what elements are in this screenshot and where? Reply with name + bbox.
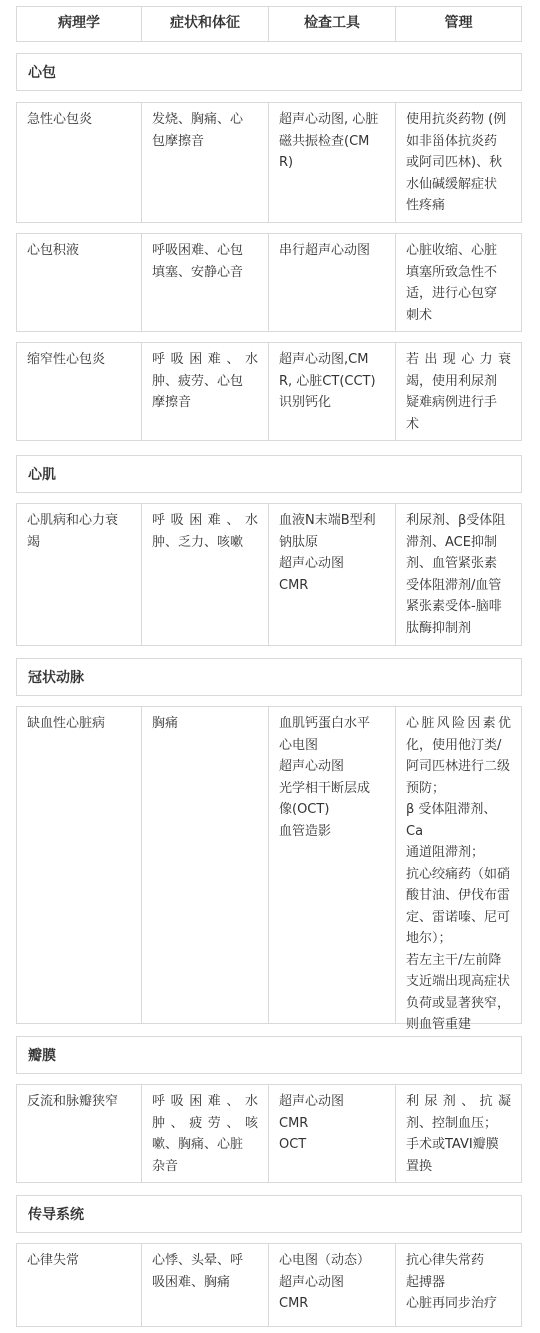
text-line: β 受体阻滞剂、Ca xyxy=(406,802,497,839)
text-line: 性疼痛 xyxy=(406,198,446,213)
text-line: R) xyxy=(279,155,294,170)
text-line: 滞剂、ACE抑制 xyxy=(406,534,497,550)
cell-pathology xyxy=(16,1084,142,1183)
cell-symptoms xyxy=(141,342,269,441)
text-line: 反流和脉瓣狭窄 xyxy=(27,1094,119,1109)
cell-pathology xyxy=(16,503,142,646)
text-line: 心电图 xyxy=(279,737,319,753)
header-management: 管理 xyxy=(395,6,522,42)
text-line: 血液N末端B型利 xyxy=(279,513,376,528)
cell-tools xyxy=(268,503,396,646)
text-line: 血管造影 xyxy=(279,823,332,839)
text-line: 利尿剂、β受体阻 xyxy=(406,513,506,528)
text-line: 呼吸困难、水 xyxy=(152,1094,258,1109)
text-line: 血肌钙蛋白水平 xyxy=(279,716,371,731)
text-line: 缺血性心脏病 xyxy=(27,716,106,731)
text-line: 抗心律失常药 xyxy=(406,1253,485,1268)
text-line: 串行超声心动图 xyxy=(279,243,371,258)
table-header xyxy=(16,6,522,42)
text-line: 超声心动图,CM xyxy=(279,352,369,367)
text-line: CMR xyxy=(279,577,309,593)
text-line: 心脏收缩、心脏 xyxy=(406,243,498,258)
text-line: 呼吸困难、水 xyxy=(152,513,258,528)
cell-tools xyxy=(268,342,396,441)
cell-management xyxy=(395,233,522,332)
text-line: 适，进行心包穿 xyxy=(406,286,498,301)
cell-symptoms xyxy=(141,233,269,332)
text-line: 通道阻滞剂； xyxy=(406,845,485,860)
text-line: 抗心绞痛药（如硝 xyxy=(406,866,511,882)
text-line: 呼吸困难、心包 xyxy=(152,243,244,258)
cell-tools xyxy=(268,706,396,1024)
table-row xyxy=(16,233,522,332)
cell-symptoms xyxy=(141,1243,269,1327)
text-line: 剂、控制血压； xyxy=(406,1115,498,1131)
text-line: 胸痛 xyxy=(152,716,179,731)
text-line: 剂、血管紧张素 xyxy=(406,556,498,571)
cell-symptoms xyxy=(141,503,269,646)
text-line: 使用抗炎药物 (例 xyxy=(406,112,507,127)
text-line: 定、雷诺嗪、尼可 xyxy=(406,909,511,925)
cell-pathology xyxy=(16,102,142,223)
cell-management xyxy=(395,102,522,223)
text-line: 填塞所致急性不 xyxy=(406,264,498,280)
cell-management xyxy=(395,503,522,646)
text-line: 填塞、安静心音 xyxy=(152,264,244,280)
text-line: 水仙碱缓解症状 xyxy=(406,176,498,192)
text-line: 肿、疲劳、心包 xyxy=(152,373,244,389)
text-line: 若左主干/左前降 xyxy=(406,952,502,968)
text-line: OCT xyxy=(279,1137,307,1152)
header-tools: 检查工具 xyxy=(268,6,396,42)
text-line: 超声心动图 xyxy=(279,759,345,774)
text-line: 预防； xyxy=(406,780,446,796)
text-line: 识别钙化 xyxy=(279,395,332,410)
text-line: 竭，使用利尿剂 xyxy=(406,373,498,389)
text-line: 吸困难、胸痛 xyxy=(152,1274,231,1290)
text-line: 起搏器 xyxy=(406,1274,446,1290)
text-line: 心脏风险因素优 xyxy=(406,716,511,731)
text-line: 若出现心力衰 xyxy=(406,352,511,367)
text-line: 刺术 xyxy=(406,307,433,323)
text-line: 杂音 xyxy=(152,1158,179,1174)
text-line: 心脏再同步治疗 xyxy=(406,1296,498,1311)
text-line: CMR xyxy=(279,1115,309,1131)
text-line: 像(OCT) xyxy=(279,802,330,817)
cell-pathology xyxy=(16,342,142,441)
text-line: 呼吸困难、水 xyxy=(152,352,258,367)
text-line: 手术或TAVI瓣膜 xyxy=(406,1137,499,1152)
text-line: 或阿司匹林)、秋 xyxy=(406,155,503,170)
text-line: 地尔）； xyxy=(406,931,452,946)
text-line: 光学相干断层成 xyxy=(279,780,371,796)
text-line: 心包积液 xyxy=(27,243,80,258)
cell-management xyxy=(395,1243,522,1327)
header-symptoms: 症状和体征 xyxy=(141,6,269,42)
text-line: CMR xyxy=(279,1296,309,1311)
table-row xyxy=(16,503,522,646)
text-line: 利尿剂、抗凝 xyxy=(406,1094,511,1109)
table-row xyxy=(16,1243,522,1327)
text-line: 心电图（动态） xyxy=(279,1253,371,1268)
text-line: 超声心动图, 心脏 xyxy=(279,112,379,127)
header-pathology: 病理学 xyxy=(16,6,142,42)
cell-management xyxy=(395,342,522,441)
cell-tools xyxy=(268,102,396,223)
text-line: 疑难病例进行手 xyxy=(406,395,498,410)
text-line: 摩擦音 xyxy=(152,395,192,410)
table-row xyxy=(16,342,522,441)
cell-pathology xyxy=(16,233,142,332)
text-line: 超声心动图 xyxy=(279,556,345,571)
text-line: 磁共振检查(CM xyxy=(279,133,370,149)
text-line: 肽酶抑制剂 xyxy=(406,620,472,636)
text-line: 肿、乏力、咳嗽 xyxy=(152,534,244,550)
section-title-pericardium: 心包 xyxy=(16,53,522,91)
text-line: 紧张素受体-脑啡 xyxy=(406,599,502,614)
text-line: 阿司匹林进行二级 xyxy=(406,759,511,774)
cell-symptoms xyxy=(141,102,269,223)
table-row xyxy=(16,1084,522,1183)
text-line: 置换 xyxy=(406,1158,433,1174)
text-line: 急性心包炎 xyxy=(27,112,93,127)
text-line: 肿、疲劳、咳 xyxy=(152,1115,258,1131)
text-line: 支近端出现高症状 xyxy=(406,974,511,989)
text-line: R, 心脏CT(CCT) xyxy=(279,373,376,389)
cell-tools xyxy=(268,233,396,332)
text-line: 如非甾体抗炎药 xyxy=(406,133,498,149)
cell-tools xyxy=(268,1084,396,1183)
section-title-conduction-system: 传导系统 xyxy=(16,1195,522,1233)
text-line: 钠肽原 xyxy=(279,534,319,550)
text-line: 受体阻滞剂/血管 xyxy=(406,577,502,593)
text-line: 酸甘油、伊伐布雷 xyxy=(406,888,511,903)
cell-management xyxy=(395,1084,522,1183)
section-title-valve: 瓣膜 xyxy=(16,1036,522,1074)
text-line: 超声心动图 xyxy=(279,1274,345,1290)
text-line: 缩窄性心包炎 xyxy=(27,352,106,367)
cell-pathology xyxy=(16,706,142,1024)
cell-symptoms xyxy=(141,1084,269,1183)
cell-symptoms xyxy=(141,706,269,1024)
text-line: 术 xyxy=(406,416,420,432)
section-title-myocardium: 心肌 xyxy=(16,455,522,493)
text-line: 嗽、胸痛、心脏 xyxy=(152,1137,244,1152)
cell-tools xyxy=(268,1243,396,1327)
text-line: 负荷或显著狭窄， xyxy=(406,995,511,1011)
text-line: 心悸、头晕、呼 xyxy=(152,1253,244,1268)
text-line: 包摩擦音 xyxy=(152,133,205,149)
cell-pathology xyxy=(16,1243,142,1327)
text-line: 心律失常 xyxy=(27,1253,80,1268)
cell-management xyxy=(395,706,522,1032)
table-row xyxy=(16,102,522,223)
table-row xyxy=(16,706,522,1032)
text-line: 心肌病和心力衰 xyxy=(27,513,119,528)
text-line: 超声心动图 xyxy=(279,1094,345,1109)
text-line: 发烧、胸痛、心 xyxy=(152,112,244,127)
text-line: 化，使用他汀类/ xyxy=(406,737,502,753)
text-line: 竭 xyxy=(27,534,41,550)
section-title-coronary-artery: 冠状动脉 xyxy=(16,658,522,696)
text-line: 则血管重建 xyxy=(406,1017,472,1032)
